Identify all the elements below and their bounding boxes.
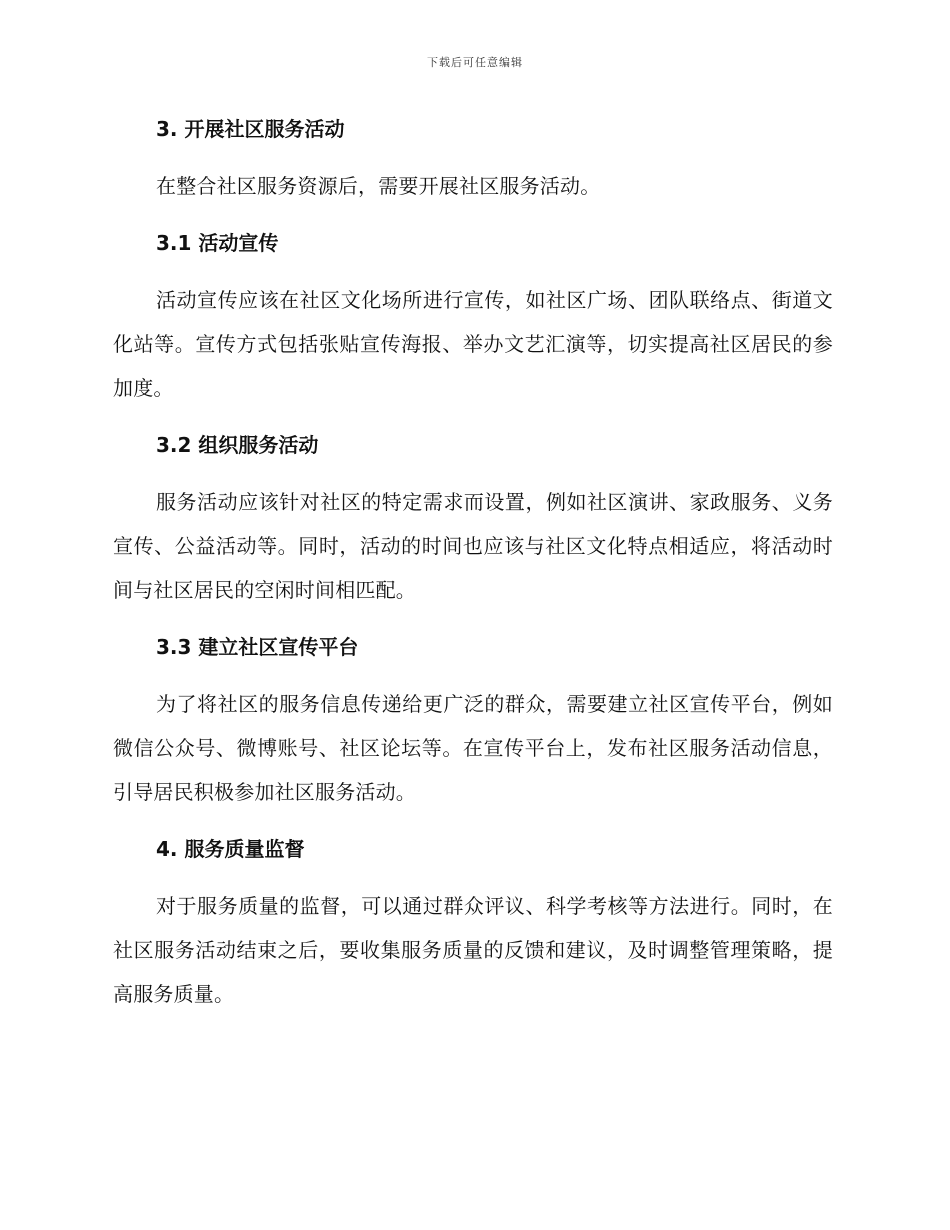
section-paragraph-3: 在整合社区服务资源后，需要开展社区服务活动。 [156, 174, 601, 198]
section-paragraph-3-2: 服务活动应该针对社区的特定需求而设置，例如社区演讲、家政服务、义务宣传、公益活动等。同时，活动的时间也应该与社区文化特点相适应，将活动时间与社区居民的空闲时间相匹配。 [113, 490, 833, 602]
section-paragraph-3-1: 活动宣传应该在社区文化场所进行宣传，如社区广场、团队联络点、街道文化站等。宣传方式包括张贴宣传海报、举办文艺汇演等，切实提高社区居民的参加度。 [113, 288, 833, 400]
section-heading-3-2: 3.2 组织服务活动 [156, 433, 319, 457]
section-paragraph-4: 对于服务质量的监督，可以通过群众评议、科学考核等方法进行。同时，在社区服务活动结束之后，要收集服务质量的反馈和建议，及时调整管理策略，提高服务质量。 [113, 894, 833, 1006]
section-heading-3-3: 3.3 建立社区宣传平台 [156, 635, 359, 659]
section-paragraph-3-3: 为了将社区的服务信息传递给更广泛的群众，需要建立社区宣传平台，例如微信公众号、微博账号、社区论坛等。在宣传平台上，发布社区服务活动信息，引导居民积极参加社区服务活动。 [113, 692, 833, 804]
document-body [113, 108, 833, 1016]
section-heading-3-1: 3.1 活动宣传 [156, 231, 279, 255]
header-note: 下载后可任意编辑 [427, 56, 523, 69]
section-heading-4: 4. 服务质量监督 [156, 837, 305, 861]
section-heading-3: 3. 开展社区服务活动 [156, 117, 345, 141]
